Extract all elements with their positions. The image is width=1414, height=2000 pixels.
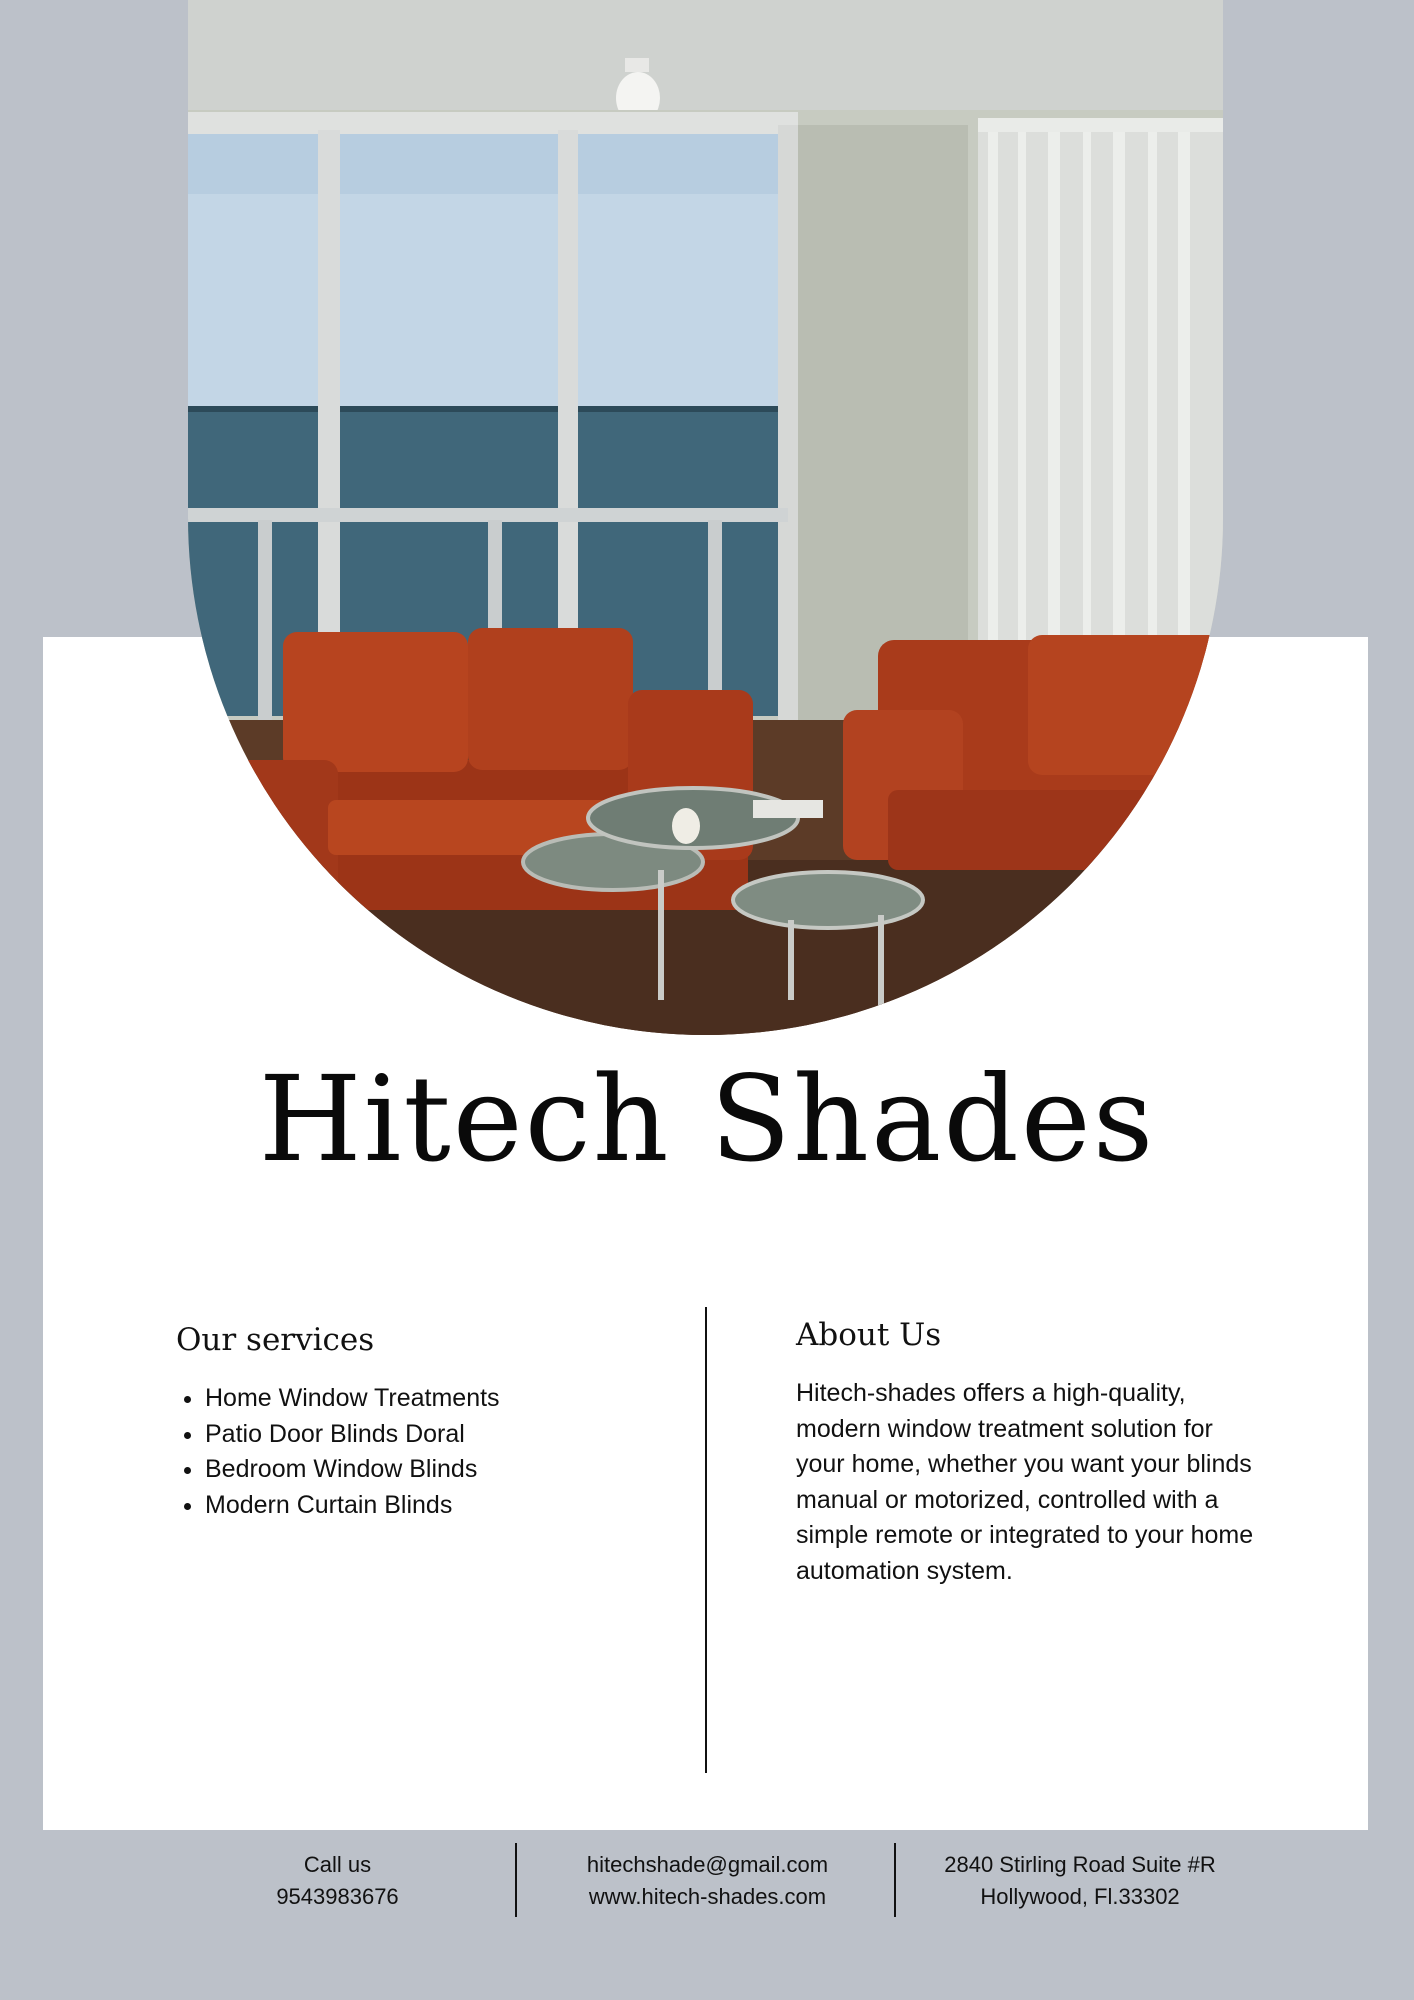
about-heading: About Us xyxy=(796,1317,942,1353)
call-label: Call us xyxy=(303,1852,372,1877)
footer-call xyxy=(200,1849,475,1913)
page-title: Hitech Shades xyxy=(258,1050,1156,1188)
about-text: Hitech-shades offers a high-quality, modern window treatment solution for your home, whether you want your blinds manual or motorized, controlled with a simple remote or integrated to your home automation system. xyxy=(796,1379,1254,1585)
footer-divider xyxy=(894,1843,896,1917)
phone-number[interactable]: 9543983676 xyxy=(276,1884,399,1909)
column-divider xyxy=(705,1307,707,1773)
footer-address xyxy=(905,1849,1255,1913)
address-line-2: Hollywood, Fl.33302 xyxy=(980,1884,1180,1909)
service-item: • Bedroom Window Blinds xyxy=(205,1452,500,1488)
address-line-1: 2840 Stirling Road Suite #R xyxy=(944,1852,1216,1877)
services-list xyxy=(176,1381,500,1523)
services-heading: Our services xyxy=(176,1322,375,1358)
footer-divider xyxy=(515,1843,517,1917)
living-room-photo xyxy=(188,0,1223,1035)
email-link[interactable]: hitechshade@gmail.com xyxy=(586,1852,829,1877)
service-item: • Home Window Treatments xyxy=(205,1381,500,1417)
service-item: • Patio Door Blinds Doral xyxy=(205,1417,500,1453)
footer-contact xyxy=(540,1849,875,1913)
service-item: • Modern Curtain Blinds xyxy=(205,1488,500,1524)
website-link[interactable]: www.hitech-shades.com xyxy=(588,1884,827,1909)
